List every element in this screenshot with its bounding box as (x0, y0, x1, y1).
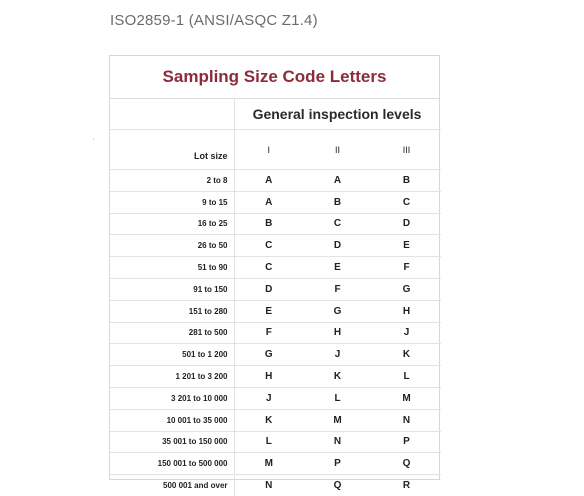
level-1-cell: C (234, 257, 303, 279)
level-2-cell: N (303, 431, 372, 453)
level-1-cell: A (234, 191, 303, 213)
level-header-2: II (303, 130, 372, 170)
level-1-cell: L (234, 431, 303, 453)
table-row (110, 453, 441, 475)
lot-size-cell: 16 to 25 (110, 213, 234, 235)
level-2-cell: G (303, 300, 372, 322)
lot-size-cell: 501 to 1 200 (110, 344, 234, 366)
level-2-cell: P (303, 453, 372, 475)
lot-size-cell: 91 to 150 (110, 278, 234, 300)
level-3-cell: B (372, 170, 441, 192)
level-2-cell: K (303, 366, 372, 388)
lot-size-cell: 26 to 50 (110, 235, 234, 257)
level-1-cell: N (234, 475, 303, 496)
lot-size-cell: 150 001 to 500 000 (110, 453, 234, 475)
card-title: Sampling Size Code Letters (110, 56, 439, 99)
level-2-cell: M (303, 409, 372, 431)
levels-spacer (110, 99, 235, 129)
level-1-cell: K (234, 409, 303, 431)
level-2-cell: D (303, 235, 372, 257)
table-row (110, 431, 441, 453)
code-letters-card (109, 55, 440, 492)
lot-size-cell: 2 to 8 (110, 170, 234, 192)
lot-size-cell: 51 to 90 (110, 257, 234, 279)
lot-size-header: Lot size (110, 130, 234, 170)
level-2-cell: C (303, 213, 372, 235)
level-3-cell: L (372, 366, 441, 388)
level-1-cell: G (234, 344, 303, 366)
levels-header-row (110, 99, 439, 129)
lot-size-cell: 281 to 500 (110, 322, 234, 344)
level-2-cell: E (303, 257, 372, 279)
level-3-cell: M (372, 387, 441, 409)
level-3-cell: N (372, 409, 441, 431)
level-3-cell: K (372, 344, 441, 366)
levels-title: General inspection levels (252, 106, 422, 122)
level-header-3: III (372, 130, 441, 170)
level-2-cell: B (303, 191, 372, 213)
lot-size-cell: 1 201 to 3 200 (110, 366, 234, 388)
table-row (110, 213, 441, 235)
level-1-cell: E (234, 300, 303, 322)
level-1-cell: J (234, 387, 303, 409)
table-header-row (110, 130, 441, 170)
level-1-cell: M (234, 453, 303, 475)
level-2-cell: L (303, 387, 372, 409)
level-3-cell: J (372, 322, 441, 344)
level-2-cell: A (303, 170, 372, 192)
level-2-cell: Q (303, 475, 372, 496)
margin-mark: ' (93, 139, 95, 145)
level-header-1: I (234, 130, 303, 170)
table-row (110, 170, 441, 192)
level-1-cell: B (234, 213, 303, 235)
standard-heading: ISO2859-1 (ANSI/ASQC Z1.4) (110, 12, 318, 29)
code-letters-table (110, 129, 441, 496)
level-3-cell: G (372, 278, 441, 300)
lot-size-cell: 9 to 15 (110, 191, 234, 213)
level-1-cell: A (234, 170, 303, 192)
table-row (110, 366, 441, 388)
table-row (110, 322, 441, 344)
level-3-cell: F (372, 257, 441, 279)
lot-size-cell: 35 001 to 150 000 (110, 431, 234, 453)
lot-size-cell: 500 001 and over (110, 475, 234, 496)
level-3-cell: D (372, 213, 441, 235)
level-1-cell: D (234, 278, 303, 300)
level-3-cell: P (372, 431, 441, 453)
lot-size-cell: 10 001 to 35 000 (110, 409, 234, 431)
level-3-cell: R (372, 475, 441, 496)
level-2-cell: H (303, 322, 372, 344)
level-1-cell: F (234, 322, 303, 344)
table-row (110, 257, 441, 279)
table-row (110, 387, 441, 409)
level-2-cell: F (303, 278, 372, 300)
table-row (110, 344, 441, 366)
lot-size-cell: 151 to 280 (110, 300, 234, 322)
table-row (110, 475, 441, 496)
level-3-cell: H (372, 300, 441, 322)
table-row (110, 300, 441, 322)
lot-size-cell: 3 201 to 10 000 (110, 387, 234, 409)
level-3-cell: C (372, 191, 441, 213)
level-3-cell: E (372, 235, 441, 257)
table-row (110, 235, 441, 257)
table-row (110, 278, 441, 300)
table-row (110, 191, 441, 213)
level-3-cell: Q (372, 453, 441, 475)
level-1-cell: H (234, 366, 303, 388)
level-2-cell: J (303, 344, 372, 366)
table-row (110, 409, 441, 431)
level-1-cell: C (234, 235, 303, 257)
